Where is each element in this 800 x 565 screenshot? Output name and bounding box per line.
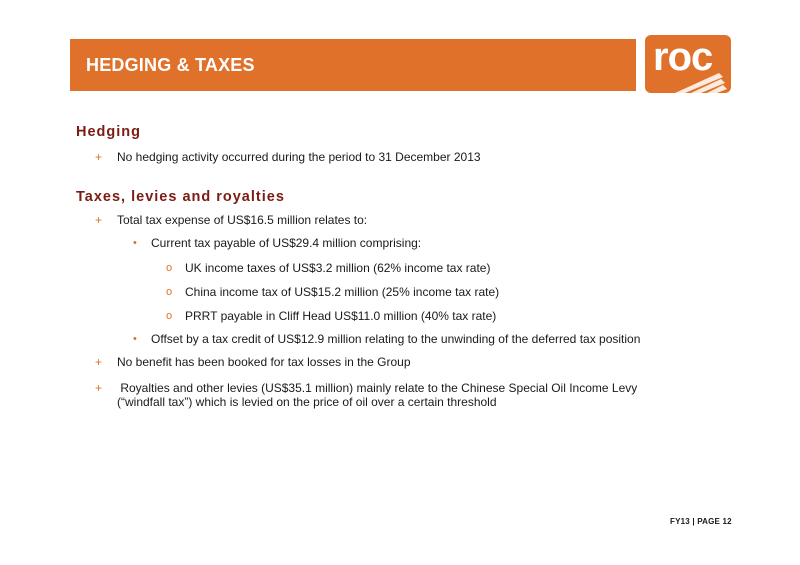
section-heading-taxes: Taxes, levies and royalties (76, 189, 285, 205)
hedging-item: No hedging activity occurred during the period to 31 December 2013 (117, 150, 481, 164)
tax-item-losses: No benefit has been booked for tax losses in the Group (117, 355, 411, 369)
plus-bullet-icon: + (95, 150, 103, 164)
tax-subsub-uk: UK income taxes of US$3.2 million (62% income tax rate) (185, 261, 491, 275)
plus-bullet-icon: + (95, 213, 103, 227)
dot-bullet-icon: • (133, 237, 137, 249)
circle-bullet-icon: o (166, 310, 173, 322)
logo-stripes-icon (645, 35, 731, 93)
circle-bullet-icon: o (166, 286, 173, 298)
plus-bullet-icon: + (95, 381, 103, 395)
company-logo (645, 35, 731, 93)
tax-sub-current: Current tax payable of US$29.4 million comprising: (151, 236, 422, 250)
dot-bullet-icon: • (133, 333, 137, 345)
tax-sub-offset: Offset by a tax credit of US$12.9 million relating to the unwinding of the deferred tax position (151, 332, 641, 346)
tax-item-royalties-line1: Royalties and other levies (US$35.1 million) mainly relate to the Chinese Special Oil Income Levy (117, 381, 638, 395)
page-footer: FY13 | PAGE 12 (670, 517, 732, 526)
plus-bullet-icon: + (95, 355, 103, 369)
tax-item-royalties-line2: (“windfall tax”) which is levied on the price of oil over a certain threshold (117, 395, 497, 409)
tax-item-total: Total tax expense of US$16.5 million relates to: (117, 213, 368, 227)
section-heading-hedging: Hedging (76, 124, 141, 140)
page-title: HEDGING & TAXES (86, 55, 255, 75)
logo-text: roc (653, 35, 713, 79)
circle-bullet-icon: o (166, 262, 173, 274)
header-bar (70, 39, 636, 91)
tax-subsub-prrt: PRRT payable in Cliff Head US$11.0 million (40% tax rate) (185, 309, 497, 323)
tax-subsub-china: China income tax of US$15.2 million (25% income tax rate) (185, 285, 500, 299)
